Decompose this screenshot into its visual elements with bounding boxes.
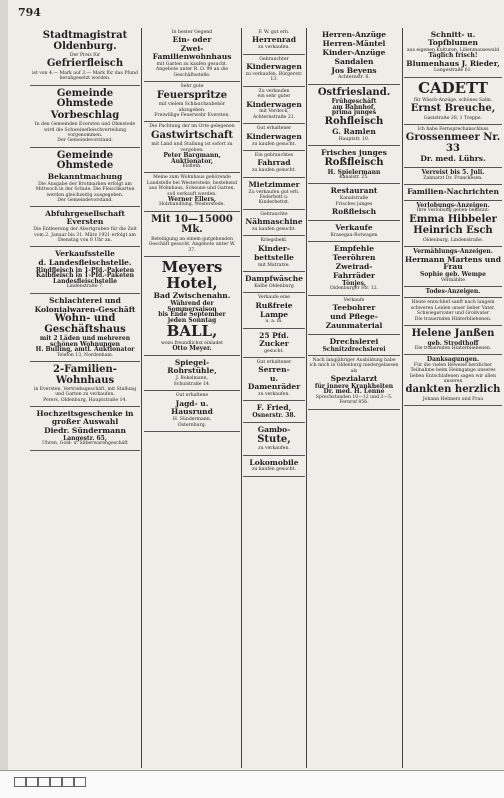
ad-heading: Hochzeitsgeschenke in großer Auswahl — [36, 409, 134, 427]
ad-heading: Ich habe Fernsprechanschluss — [417, 126, 489, 132]
advertisement — [30, 28, 140, 86]
ad-line: wozu freundlichst einladet — [160, 340, 223, 346]
ad-line: zu verkaufen. — [258, 392, 290, 398]
ad-line: Otto Meyer. — [172, 345, 212, 353]
ad-heading: Spiegel- — [174, 357, 210, 367]
ad-line: Die Entleerung der Abortgruben für die Zeit vom 2. Januar bis 31. März 1921 erfolgt am Dienstag von 8 Uhr an. — [33, 227, 137, 243]
ad-line: mit Verdeck, Achternstraße 21. — [252, 109, 296, 120]
ad-line: Blumenhaus J. Rieder, — [406, 58, 500, 68]
ad-line: Täglich frisch! — [428, 52, 478, 60]
advertisement — [243, 28, 305, 55]
ad-line: J. Bokelmann, — [176, 376, 208, 382]
ad-line: zu kaufen gesucht. — [252, 227, 296, 233]
ad-line: Johann Helmers und Frau — [422, 396, 484, 402]
ad-line: Lindenstraße 7. — [66, 284, 104, 290]
advertisement — [404, 287, 502, 298]
ad-line: Feuerspritze — [156, 89, 228, 101]
ad-heading: Gebrauchter — [259, 56, 289, 62]
ad-line: Emma Hibbeler — [409, 213, 497, 225]
ad-line: Kolonialwaren-Geschäft — [34, 304, 136, 314]
ad-heading: Verkaufsstelle — [55, 249, 115, 259]
ad-heading: In bester Gegend — [171, 30, 213, 35]
ad-line: G. Ramlen — [332, 127, 376, 136]
ad-line: Peter Bargmann, Auktionator, — [163, 152, 221, 165]
ad-line: Nähmaschine — [245, 217, 303, 227]
ad-heading: Gebrauchte — [260, 211, 288, 217]
ad-line: d. Landesfleischstelle. — [38, 258, 132, 268]
ad-heading: Meyers Hotel, — [161, 257, 223, 292]
advertisement — [404, 185, 502, 201]
ad-line: Die Ausgabe der Brotmarken erfolgt am Mittwoch in der Schule. Die Fleischkarten werden gleichzeitig ausgegeben. — [35, 181, 135, 198]
ad-line: Peters, Oldenburg, Hauptstraße 14. — [43, 397, 127, 403]
ad-line: Krasegau-Rotwagen — [330, 232, 378, 238]
ad-line: Zweirad- — [335, 262, 373, 272]
ad-line: Zahnarzt Dr. Franckesen. — [423, 175, 483, 181]
ad-line: bettstelle — [254, 252, 294, 262]
ad-line: Fahrrad — [257, 158, 291, 168]
ad-line: Teebohrer — [332, 303, 376, 313]
ad-line: Zwei-Familienwohnhaus — [152, 44, 232, 62]
advertisement — [243, 329, 305, 358]
ad-heading: 25 Pfd. Zucker — [259, 330, 289, 348]
advertisement — [404, 298, 502, 326]
advertisement — [308, 296, 400, 335]
ad-line: Tönjes, — [342, 279, 366, 287]
ad-line: Heinrich Esch — [413, 225, 493, 237]
advertisement — [243, 178, 305, 210]
ad-line: Hausrund — [171, 407, 213, 417]
ad-line: Kinder-Anzüge — [322, 47, 386, 57]
ad-line: mit 2 Läden und mehreren schönen Wohnungen — [39, 335, 131, 348]
ad-line: Dr. med. Lührs. — [420, 154, 486, 164]
ad-heading: Abfuhrgesellschaft Eversten — [45, 209, 125, 227]
ad-line: Kalbfleisch in 1-Pfd.-Paketen — [36, 272, 134, 280]
ad-line: gesucht. — [264, 348, 284, 354]
ad-line: Der Preis für — [69, 53, 101, 58]
ad-heading: Drechslerei — [329, 336, 379, 346]
advertisement — [243, 124, 305, 151]
ad-heading: Verlobungs-Anzeigen. — [416, 201, 490, 209]
column-rule — [402, 28, 403, 768]
ad-line: BALL, — [166, 321, 218, 340]
ad-line: Rußfreie — [255, 300, 293, 310]
ad-line: H. Sündermann, — [172, 417, 212, 423]
advertisement — [308, 335, 400, 356]
ad-line: zu verkaufen. — [258, 446, 290, 452]
ad-line: Bekanntmachung — [47, 171, 123, 181]
ad-line: am Bahnhof, — [332, 103, 376, 111]
ad-line: Kinderwagen — [246, 131, 302, 141]
advertisement — [243, 401, 305, 422]
ad-heading: Todes-Anzeigen. — [425, 288, 481, 296]
ad-line: ein sehr guter — [257, 94, 291, 100]
advertisement — [144, 82, 240, 122]
ad-line: H. Bulling, amtl. Auktionator — [35, 346, 135, 354]
ad-line: Bad Zwischenahn. — [153, 291, 231, 301]
ad-heading: Helene Janßen — [411, 328, 495, 340]
ad-heading: Verkaufe — [343, 297, 365, 303]
ad-line: Beteiligung an einem gutgehenden Geschäft gesucht. Angebote unter W. 37. — [148, 236, 236, 253]
advertisement — [144, 257, 240, 356]
advertisement — [404, 125, 502, 168]
ad-line: Kinder- — [258, 243, 290, 253]
ad-line: Lampe — [259, 309, 289, 319]
ad-line: Kinderwagen — [246, 99, 302, 109]
ad-line: und Pflege- — [330, 311, 378, 321]
ad-line: Serren- — [258, 365, 290, 375]
ad-heading: Sehr gute — [180, 84, 204, 90]
ad-line: Der Gemeindevorstand. — [57, 197, 113, 203]
advertisement — [243, 151, 305, 178]
ad-line: Herren-Mäntel — [322, 38, 386, 48]
ad-line: Oldenburg, Lindenstraße. — [422, 237, 484, 243]
ad-line: Werner Ellers, — [167, 195, 217, 203]
ad-line: Die trauernden Hinterbliebenen. — [414, 346, 492, 351]
ad-line: Ernst Breuche, — [410, 103, 496, 114]
ad-line: Gaststraße 28, 1 Treppe. — [423, 115, 483, 121]
ad-heading: Verkaufe — [335, 223, 373, 233]
ad-line: bis Ende September — [158, 311, 226, 319]
ad-heading: Lokomobile — [249, 457, 299, 467]
advertisement — [308, 242, 400, 295]
ad-line: Gefrierfleisch — [46, 58, 124, 70]
advertisement — [30, 207, 140, 247]
ad-line: Roßfleisch — [331, 207, 377, 217]
ad-line: Rohfleisch — [324, 115, 384, 127]
ad-line: Uhren, Gold- u. Silberwarengeschäft — [42, 441, 128, 447]
column-5 — [404, 28, 502, 406]
ad-line: Dr. med. H. Lenné — [323, 388, 385, 396]
column-2 — [144, 28, 240, 432]
ad-line: mit Land und Stallung ist sofort zu vergeben. — [151, 142, 233, 153]
column-1 — [30, 28, 140, 451]
ad-line: Die trauernden Hinterbliebenen. — [414, 316, 492, 322]
ad-line: Roßfleisch — [324, 157, 384, 169]
advertisement — [30, 148, 140, 208]
ad-heading: Frisches junges — [321, 148, 387, 158]
ad-heading: Familien-Nachrichten — [407, 187, 499, 196]
ad-line: jeden Sonntag — [167, 316, 217, 324]
scan-left-border — [0, 0, 8, 770]
ad-heading: Heute entschlief sanft nach langem schweren Leiden unser lieber Vater, Schwiegervater und Großvater — [410, 300, 496, 317]
ad-heading: Empfehle — [334, 244, 374, 254]
ad-heading: Nach langjähriger Ausbildung habe ich mich in Oldenburg niedergelassen als — [309, 357, 399, 374]
ad-line: Holzhandlung, Westerstede. — [159, 202, 225, 208]
ad-line: In den Gemeinden Eversten und Ohmstede wird die Schweinefleischverteilung vorgenommen. — [34, 122, 136, 139]
ad-heading: Meine zum Wohnhaus gehörende Landstelle bei Westerstede, bestehend aus Wohnhaus, Scheune und Garten, soll verkauft werden. — [146, 175, 238, 197]
ad-line: H. Spielermann — [327, 168, 381, 176]
ad-line: zu kaufen gesucht. — [252, 168, 296, 174]
ad-line: Hermann Martens und Frau — [405, 254, 501, 272]
ad-line: für Wäsch-Anzüge, schönes Salm. — [413, 97, 493, 103]
ad-line: Sandalen — [334, 56, 374, 66]
ad-heading: F. W. gut erh. — [258, 30, 290, 35]
ad-line: ist von 4.— Mark auf 3.— Mark für das Pfund herabgesetzt worden. — [32, 70, 138, 82]
ad-heading: Verkaufe eine — [257, 295, 291, 301]
ad-line: Während der Sommersaison — [167, 300, 217, 313]
advertisement — [308, 85, 400, 147]
ad-heading: Gut erhaltener — [256, 126, 292, 132]
ad-line: Schnitzdrechslerei — [322, 345, 386, 353]
ad-line: Gastwirtschaft — [151, 129, 233, 141]
ad-line: Diedr. Sündermann — [44, 426, 126, 436]
ad-line: Stute, — [257, 433, 291, 445]
ad-heading: Gambo- — [257, 424, 291, 434]
ad-heading: Gemeinde Ohmstede — [56, 149, 114, 172]
advertisement — [144, 356, 240, 392]
advertisement — [404, 355, 502, 406]
ad-heading: Gut erhaltene — [175, 393, 209, 399]
ad-line: Für die vielen Beweise herzlicher Teilnahme beim Heimgange unseres lieben Entschlafenen sagen wir allen unseren — [409, 362, 497, 385]
ad-line: Langestr. 65, — [63, 434, 107, 442]
ad-line: u. a. m. — [265, 319, 283, 325]
ad-line: Langestraße 61. — [433, 68, 473, 74]
ad-line: Frühgeschäft — [331, 98, 377, 106]
advertisement — [308, 146, 400, 184]
ad-heading: Dampfwäsche — [244, 274, 304, 283]
ad-line: Zu verkaufen gut erh. Federbett u. Kinderbettst. — [248, 189, 300, 206]
ad-line: aus eigenen Kulturen, Lilienmausewald — [406, 47, 500, 53]
ad-heading: F. Fried, — [256, 403, 292, 413]
ad-line: prima junges — [331, 109, 377, 117]
advertisement — [308, 28, 400, 85]
ad-line: Elsfleth. — [182, 163, 202, 169]
ad-heading: Zu verkaufen — [258, 88, 290, 94]
advertisement — [243, 358, 305, 401]
ad-line: Jos Beyens — [331, 65, 377, 75]
advertisement — [243, 456, 305, 477]
column-rule — [241, 28, 242, 768]
ad-line: Ihre Verlobung geben bekannt: — [416, 208, 490, 214]
advertisement — [404, 168, 502, 185]
color-calibration-bar — [14, 777, 86, 787]
ad-heading: Die Pachtung der im Orte gelegenen — [149, 124, 235, 130]
ad-heading: Restaurant — [330, 186, 378, 196]
ad-heading: Vermählungs-Anzeigen. — [413, 248, 493, 256]
ad-heading: Danksagungen. — [426, 356, 480, 364]
ad-heading: Schlachterei und — [49, 295, 121, 305]
ad-heading: Gut erhaltener — [256, 360, 292, 365]
ad-line: Vorbeschlag — [50, 109, 120, 121]
ad-heading: Ein gebrauchtes — [254, 152, 294, 158]
ad-line: Herrenrad — [251, 35, 297, 45]
ad-line: u. Damenräder — [247, 374, 301, 392]
advertisement — [308, 221, 400, 242]
ad-heading: CADETT — [418, 78, 488, 97]
ad-heading: Mietzimmer — [248, 179, 300, 189]
ad-line: mit Matratze. — [258, 262, 290, 268]
ad-line: Rindfleisch in 1-Pfd.-Paketen — [35, 267, 135, 275]
advertisement — [243, 210, 305, 237]
ad-line: zu kaufen gesucht. — [252, 141, 296, 147]
ad-line: geb. Strodthoff — [427, 339, 479, 347]
ad-line: zu verkaufen. — [258, 45, 290, 51]
ad-line: zu kaufen gesucht. — [252, 467, 296, 473]
ad-line: Oldenburger Str. 12. — [329, 286, 379, 292]
advertisement — [243, 272, 305, 293]
ad-line: mit Garten zu kaufen gesucht. Angebote unter R. O. 99 an die Geschäftsstelle. — [155, 62, 229, 78]
advertisement — [308, 356, 400, 410]
ad-line: Kanalstraße — [339, 196, 369, 202]
advertisement — [144, 28, 240, 82]
advertisement — [404, 28, 502, 78]
ad-line: Spezialarzt — [330, 374, 378, 384]
ad-line: Frisches junges — [335, 201, 373, 207]
advertisement — [308, 184, 400, 221]
advertisement — [30, 247, 140, 293]
ad-line: Grossenmeer Nr. 33 — [405, 132, 501, 154]
advertisement — [404, 326, 502, 355]
ad-line: Fahrräder — [333, 270, 375, 280]
ad-line: Fernruf 856. — [339, 400, 369, 406]
advertisement — [243, 87, 305, 125]
advertisement — [404, 78, 502, 125]
advertisement — [144, 391, 240, 432]
column-3 — [243, 28, 305, 477]
ad-line: Osnerstr. 38. — [252, 412, 296, 420]
ad-line: Sophie geb. Wempe — [420, 271, 486, 279]
ad-heading: Gemeinde Ohmstede — [56, 87, 114, 110]
ad-heading: Herren-Anzüge — [321, 30, 387, 39]
advertisement — [30, 86, 140, 148]
ad-heading: Verreist bis 5. Juli. — [421, 169, 485, 177]
ad-line: Sprechstunden 10—12 und 3—5. — [315, 394, 393, 400]
advertisement — [243, 423, 305, 456]
ad-line: Rohrstühle, — [167, 366, 217, 376]
ad-line: Teeröhren — [332, 253, 376, 263]
advertisement — [30, 407, 140, 450]
page-number: 794 — [18, 6, 41, 19]
ad-line: Telefon 13, Nordenham. — [56, 352, 114, 358]
advertisement — [30, 362, 140, 407]
advertisement — [144, 122, 240, 173]
column-rule — [141, 28, 142, 768]
advertisement — [144, 173, 240, 211]
ad-line: Freiwillige Feuerwehr Eversten. — [154, 112, 230, 118]
ad-line: zu verkaufen. Bürgerstr. 13. — [245, 71, 303, 83]
advertisement — [243, 55, 305, 87]
column-4 — [308, 28, 400, 410]
ad-line: Zaunmaterial — [325, 320, 383, 330]
ad-line: mit vielem Schlauchzubehör abzugeben. — [158, 102, 226, 113]
ad-heading: 2-Familien-Wohnhaus — [53, 364, 117, 386]
scan-calibration-strip — [0, 770, 504, 798]
ad-line: Wohn- und Geschäftshaus — [44, 313, 126, 335]
advertisement — [30, 294, 140, 362]
ad-line: Hauptstr. 10. — [338, 136, 370, 142]
ad-heading: Schnitt- u. Topfblumen — [428, 30, 478, 47]
ad-line: Kanalstr. 25. — [339, 175, 369, 181]
advertisement — [144, 212, 240, 257]
ad-line: in Eversten, Vertriebsgeschäft, mit Stallung und Garten zu verkaufen. — [33, 387, 137, 398]
ad-line: für innere Krankheiten — [314, 383, 394, 391]
ad-line: Jagd- u. — [175, 398, 209, 408]
ad-line: Ein- oder — [172, 35, 212, 45]
ad-line: Vermählte — [441, 277, 465, 283]
ad-heading: Ostfriesland. — [317, 86, 391, 98]
advertisement — [243, 236, 305, 272]
advertisement — [243, 293, 305, 329]
advertisement — [404, 247, 502, 287]
ad-line: Kinderwagen — [246, 62, 302, 72]
ad-line: Kolbe Oldenburg — [254, 283, 294, 289]
ad-line: Der Gemeindevorstand. — [57, 138, 113, 144]
ad-heading: Stadtmagistrat Oldenburg. — [42, 30, 128, 52]
newspaper-page — [8, 0, 504, 770]
ad-heading: Mit 10—15000 Mk. — [151, 213, 233, 236]
ad-line: Achternstr. 6. — [338, 75, 370, 81]
column-rule — [306, 28, 307, 768]
advertisement — [404, 201, 502, 247]
ad-line: Osternburg. — [177, 422, 207, 428]
ad-line: Schulstraße 14. — [173, 381, 211, 387]
ad-line: Landesfleischstelle — [52, 277, 118, 285]
ad-line: dankten herzlich — [405, 384, 501, 396]
ad-heading: Kriegsbekl. — [260, 238, 288, 244]
